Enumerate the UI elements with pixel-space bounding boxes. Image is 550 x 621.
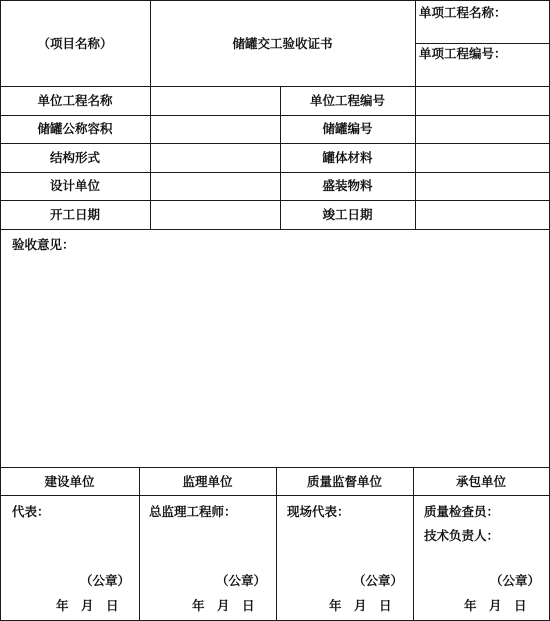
official-seal-placeholder: （公章） <box>216 573 267 588</box>
grid-line <box>0 495 550 496</box>
grid-line <box>0 229 550 230</box>
signoff-role-representative: 代表： <box>12 504 50 519</box>
label-design-unit: 设计单位 <box>49 178 100 193</box>
grid-line <box>276 467 277 621</box>
label-tank-material: 罐体材料 <box>322 150 373 165</box>
grid-line <box>0 86 550 87</box>
border-top <box>0 0 550 1</box>
label-tank-nominal-volume: 储罐公称容积 <box>37 121 113 136</box>
grid-line <box>415 43 550 44</box>
signoff-role-chief-supervisor: 总监理工程师： <box>149 504 237 519</box>
item-project-number-label: 单项工程编号： <box>419 46 507 61</box>
date-placeholder: 年 月 日 <box>192 598 255 613</box>
label-structure-type: 结构形式 <box>49 150 100 165</box>
signoff-unit-construction: 建设单位 <box>44 474 95 489</box>
grid-line <box>0 143 550 144</box>
signoff-unit-contractor: 承包单位 <box>455 474 506 489</box>
acceptance-opinion-label: 验收意见： <box>12 237 75 252</box>
certificate-title: 储罐交工验收证书 <box>232 36 333 51</box>
signoff-unit-quality-supervision: 质量监督单位 <box>306 474 382 489</box>
grid-line <box>139 467 140 621</box>
grid-line <box>413 467 414 621</box>
label-start-date: 开工日期 <box>49 207 100 222</box>
project-name: （项目名称） <box>37 36 113 51</box>
grid-line <box>0 200 550 201</box>
grid-line <box>0 115 550 116</box>
signoff-role-quality-inspector: 质量检查员： <box>424 504 500 519</box>
label-unit-project-name: 单位工程名称 <box>37 93 113 108</box>
grid-line <box>0 467 550 468</box>
signoff-role-technical-lead: 技术负责人： <box>424 528 500 543</box>
date-placeholder: 年 月 日 <box>56 598 119 613</box>
signoff-role-site-representative: 现场代表： <box>287 504 350 519</box>
official-seal-placeholder: （公章） <box>80 573 131 588</box>
label-unit-project-number: 单位工程编号 <box>309 93 385 108</box>
date-placeholder: 年 月 日 <box>329 598 392 613</box>
date-placeholder: 年 月 日 <box>464 598 527 613</box>
item-project-name-label: 单项工程名称： <box>419 5 507 20</box>
official-seal-placeholder: （公章） <box>353 573 404 588</box>
label-tank-number: 储罐编号 <box>322 121 373 136</box>
label-stored-material: 盛装物料 <box>322 178 373 193</box>
label-completion-date: 竣工日期 <box>322 207 373 222</box>
official-seal-placeholder: （公章） <box>490 573 541 588</box>
grid-line <box>0 172 550 173</box>
signoff-unit-supervision: 监理单位 <box>182 474 233 489</box>
